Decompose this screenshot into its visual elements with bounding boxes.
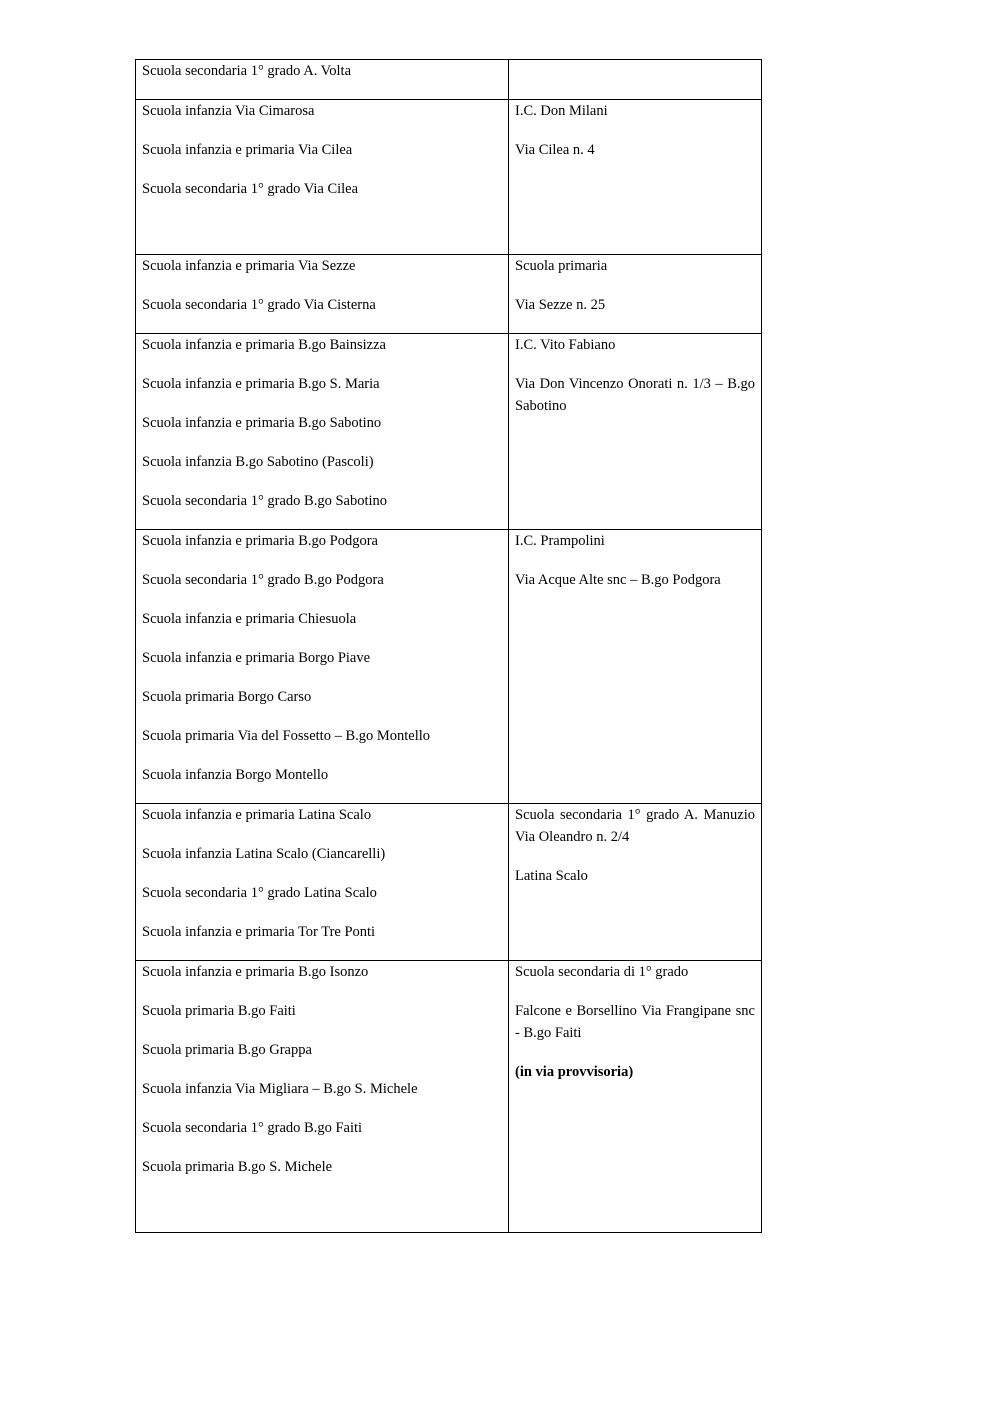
- reference-entry: Via Don Vincenzo Onorati n. 1/3 – B.go Sabotino: [515, 376, 755, 414]
- school-entry: Scuola secondaria 1° grado Via Cilea: [142, 181, 359, 197]
- reference-cell: [509, 60, 762, 100]
- reference-entry: Via Acque Alte snc – B.go Podgora: [515, 572, 721, 588]
- school-entry: Scuola infanzia B.go Sabotino (Pascoli): [142, 454, 374, 470]
- reference-cell: [509, 255, 762, 334]
- school-entry: Scuola primaria Borgo Carso: [142, 689, 312, 705]
- table-row: [136, 804, 762, 961]
- school-entry: Scuola infanzia Via Cimarosa: [142, 103, 315, 119]
- school-entry: Scuola infanzia e primaria Latina Scalo: [142, 807, 372, 823]
- reference-entry: I.C. Don Milani: [515, 103, 608, 119]
- school-entry: Scuola infanzia e primaria B.go Bainsizza: [142, 337, 386, 353]
- schools-cell: [136, 804, 509, 961]
- reference-cell: [509, 961, 762, 1233]
- school-entry: Scuola secondaria 1° grado B.go Podgora: [142, 572, 384, 588]
- provisional-note: (in via provvisoria): [515, 1064, 634, 1080]
- reference-entry: Latina Scalo: [515, 868, 588, 884]
- school-entry: Scuola infanzia e primaria B.go Podgora: [142, 533, 378, 549]
- school-entry: Scuola infanzia e primaria B.go S. Maria: [142, 376, 380, 392]
- reference-cell: [509, 334, 762, 530]
- schools-cell: [136, 60, 509, 100]
- school-entry: Scuola infanzia Borgo Montello: [142, 767, 329, 783]
- school-entry: Scuola infanzia Via Migliara – B.go S. Michele: [142, 1081, 418, 1097]
- reference-cell: [509, 530, 762, 804]
- reference-entry: I.C. Prampolini: [515, 533, 605, 549]
- reference-entry: Falcone e Borsellino Via Frangipane snc - B.go Faiti: [515, 1003, 755, 1041]
- schools-cell: [136, 961, 509, 1233]
- schools-table: [135, 59, 762, 1233]
- school-entry: Scuola infanzia e primaria Via Cilea: [142, 142, 353, 158]
- school-entry: Scuola secondaria 1° grado Via Cisterna: [142, 297, 376, 313]
- school-entry: Scuola secondaria 1° grado B.go Faiti: [142, 1120, 363, 1136]
- reference-entry: Scuola primaria: [515, 258, 608, 274]
- reference-entry: Scuola secondaria 1° grado A. Manuzio Via Oleandro n. 2/4: [515, 807, 755, 845]
- school-entry: Scuola infanzia e primaria Tor Tre Ponti: [142, 924, 376, 940]
- reference-entry: Scuola secondaria di 1° grado: [515, 964, 689, 980]
- school-entry: Scuola infanzia e primaria Chiesuola: [142, 611, 357, 627]
- schools-cell: [136, 100, 509, 255]
- school-entry: Scuola secondaria 1° grado A. Volta: [142, 63, 352, 79]
- table-row: [136, 60, 762, 100]
- table-row: [136, 530, 762, 804]
- schools-cell: [136, 255, 509, 334]
- school-entry: Scuola primaria B.go S. Michele: [142, 1159, 333, 1175]
- reference-cell: [509, 100, 762, 255]
- school-entry: Scuola infanzia e primaria B.go Sabotino: [142, 415, 382, 431]
- school-entry: Scuola infanzia e primaria Via Sezze: [142, 258, 356, 274]
- reference-entry: I.C. Vito Fabiano: [515, 337, 616, 353]
- reference-entry: Via Sezze n. 25: [515, 297, 606, 313]
- table-row: [136, 255, 762, 334]
- school-entry: Scuola infanzia Latina Scalo (Ciancarelli): [142, 846, 386, 862]
- school-entry: Scuola primaria B.go Faiti: [142, 1003, 296, 1019]
- table-row: [136, 334, 762, 530]
- schools-cell: [136, 530, 509, 804]
- schools-cell: [136, 334, 509, 530]
- school-entry: Scuola infanzia e primaria B.go Isonzo: [142, 964, 369, 980]
- table-row: [136, 961, 762, 1233]
- reference-cell: [509, 804, 762, 961]
- school-entry: Scuola secondaria 1° grado B.go Sabotino: [142, 493, 387, 509]
- school-entry: Scuola infanzia e primaria Borgo Piave: [142, 650, 371, 666]
- reference-entry: Via Cilea n. 4: [515, 142, 595, 158]
- school-entry: Scuola primaria Via del Fossetto – B.go Montello: [142, 728, 431, 744]
- table-row: [136, 100, 762, 255]
- school-entry: Scuola primaria B.go Grappa: [142, 1042, 312, 1058]
- school-entry: Scuola secondaria 1° grado Latina Scalo: [142, 885, 377, 901]
